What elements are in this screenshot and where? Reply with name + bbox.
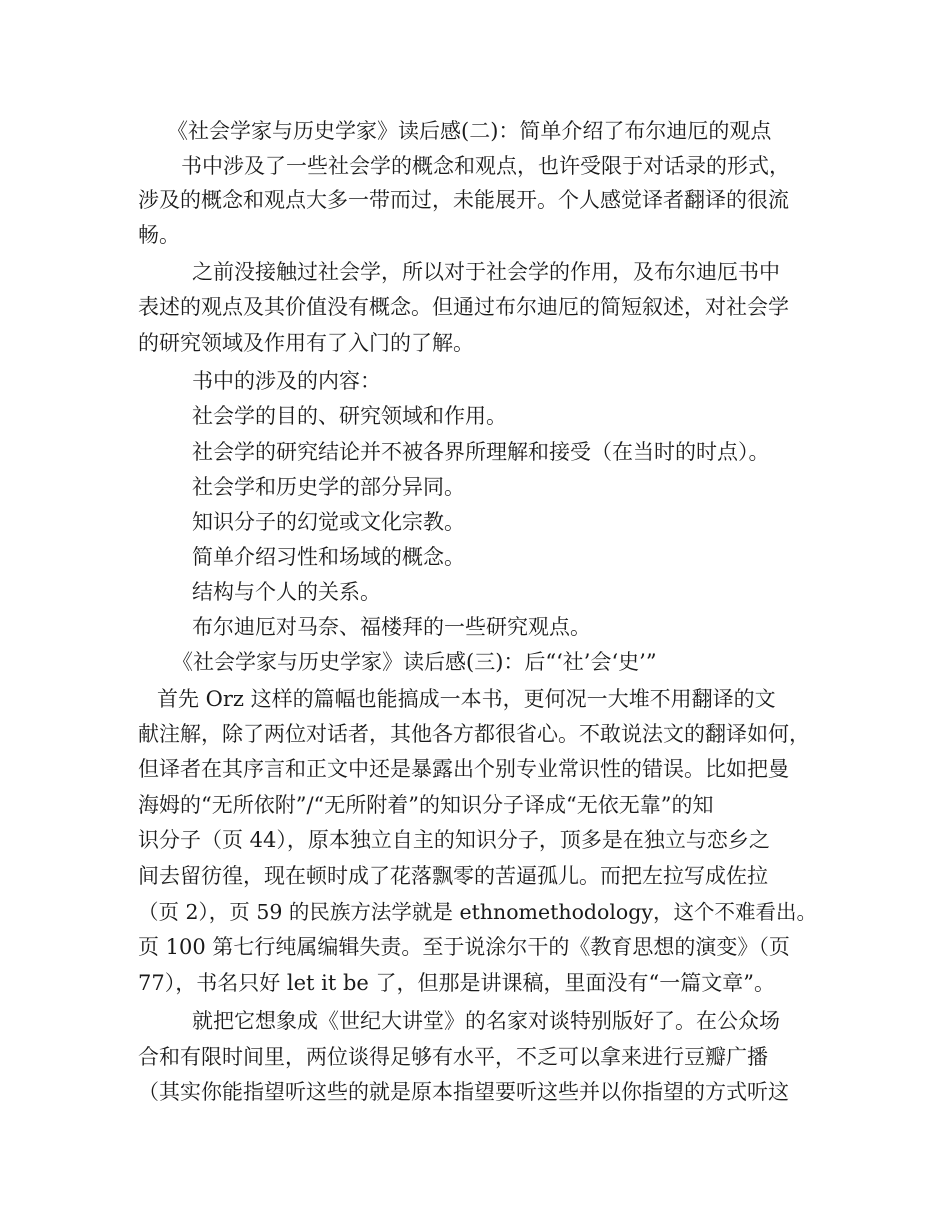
- section2-para2-line3: 的研究领域及作用有了入门的了解。: [138, 331, 474, 355]
- section2-list-item: 简单介绍习性和场域的概念。: [192, 545, 465, 569]
- section3-para1-line7: （页 2），页 59 的民族方法学就是 ethnomethodology，这个不难看出。: [138, 900, 817, 924]
- section3-para1-line1: 首先 Orz 这样的篇幅也能搞成一本书，更何况一大堆不用翻译的文: [157, 687, 776, 711]
- section3-para2-line1: 就把它想象成《世纪大讲堂》的名家对谈特别版好了。在公众场: [192, 1009, 780, 1033]
- section2-list-item: 结构与个人的关系。: [192, 580, 381, 604]
- section2-list-intro: 书中的涉及的内容：: [192, 369, 381, 393]
- section2-list-item: 社会学和历史学的部分异同。: [192, 475, 465, 499]
- section3-heading: 《社会学家与历史学家》读后感(三)：后“‘社’会‘史’”: [172, 650, 657, 674]
- section2-para2-line1: 之前没接触过社会学，所以对于社会学的作用，及布尔迪厄书中: [192, 260, 780, 284]
- section2-list-item: 社会学的研究结论并不被各界所理解和接受（在当时的时点）。: [192, 440, 770, 464]
- section3-para1-line2: 献注解，除了两位对话者，其他各方都很省心。不敢说法文的翻译如何，: [138, 722, 810, 746]
- section3-para2-line3: （其实你能指望听这些的就是原本指望要听这些并以你指望的方式听这: [138, 1080, 789, 1104]
- section2-heading: 《社会学家与历史学家》读后感(二)：简单介绍了布尔迪厄的观点: [167, 119, 772, 143]
- section2-para1-line1: 书中涉及了一些社会学的概念和观点，也许受限于对话录的形式，: [181, 154, 790, 178]
- section2-list-item: 知识分子的幻觉或文化宗教。: [192, 510, 465, 534]
- section3-para1-line6: 间去留彷徨，现在顿时成了花落飘零的苦逼孤儿。而把左拉写成佐拉: [138, 864, 768, 888]
- section2-para2-line2: 表述的观点及其价值没有概念。但通过布尔迪厄的简短叙述，对社会学: [138, 295, 789, 319]
- section2-list-item: 布尔迪厄对马奈、福楼拜的一些研究观点。: [192, 615, 591, 639]
- section3-para2-line2: 合和有限时间里，两位谈得足够有水平，不乏可以拿来进行豆瓣广播: [138, 1045, 768, 1069]
- section3-para1-line8: 页 100 第七行纯属编辑失责。至于说涂尔干的《教育思想的演变》（页: [138, 935, 790, 959]
- section2-list-item: 社会学的目的、研究领域和作用。: [192, 404, 507, 428]
- section2-para1-line3: 畅。: [138, 223, 180, 247]
- section3-para1-line3: 但译者在其序言和正文中还是暴露出个别专业常识性的错误。比如把曼: [138, 757, 789, 781]
- section3-para1-line9: 77），书名只好 let it be 了，但那是讲课稿，里面没有“一篇文章”。: [138, 971, 776, 995]
- section3-para1-line5: 识分子（页 44），原本独立自主的知识分子，顶多是在独立与恋乡之: [138, 828, 770, 852]
- section3-para1-line4: 海姆的“无所依附”/“无所附着”的知识分子译成“无依无靠”的知: [138, 793, 714, 817]
- section2-para1-line2: 涉及的概念和观点大多一带而过，未能展开。个人感觉译者翻译的很流: [138, 188, 789, 212]
